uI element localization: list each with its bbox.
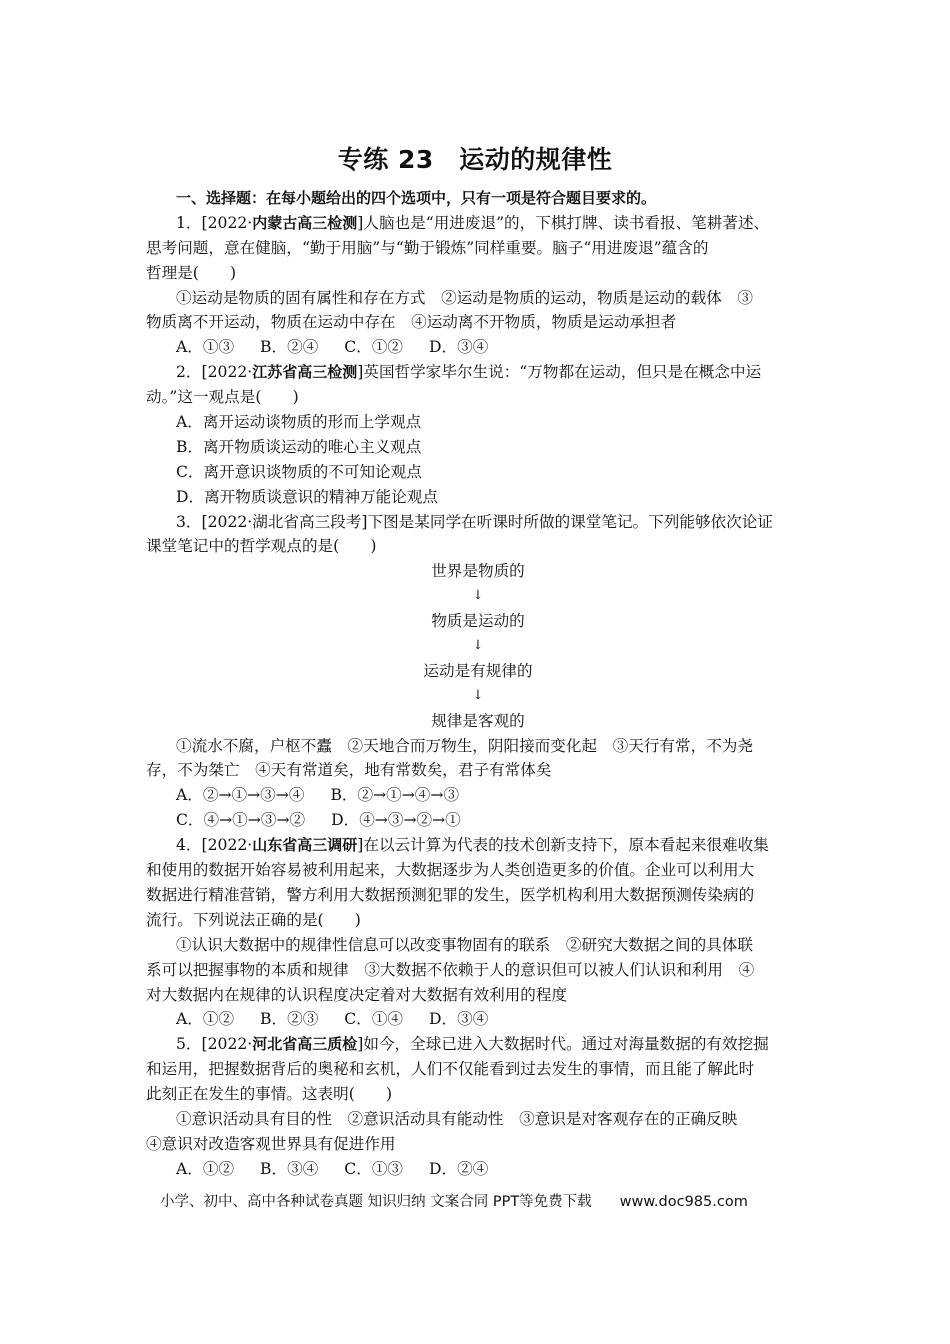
question-list: [146, 186, 810, 1182]
q4-line-3: 数据进行精准营销，警方利用大数据预测犯罪的发生，医学机构利用大数据预测传染病的: [146, 885, 755, 904]
q3-option-a[interactable]: A．②→①→③→④: [176, 786, 305, 805]
q5-option-d[interactable]: D．②④: [429, 1159, 489, 1178]
q2-option-d[interactable]: D．离开物质谈意识的精神万能论观点: [176, 487, 439, 506]
q1-source: 内蒙古高三检测: [252, 213, 358, 232]
q3-line-1: [146, 510, 810, 535]
q4-source: 山东省高三调研: [252, 836, 358, 855]
q2-source: 江苏省高三检测: [252, 363, 358, 382]
q4-number: 4．[2022·: [176, 836, 253, 855]
q4-line-1: [146, 833, 810, 858]
q2-text: ]英国哲学家毕尔生说：“万物都在运动，但只是在概念中运: [357, 363, 762, 382]
q2-number: 2．[2022·: [176, 363, 253, 382]
footer-text: 小学、初中、高中各种试卷真题 知识归纳 文案合同 PPT等免费下载: [160, 1194, 592, 1210]
q4-statements-3: 对大数据内在规律的认识程度决定着对大数据有效利用的程度: [146, 985, 568, 1004]
q2-option-b[interactable]: B．离开物质谈运动的唯心主义观点: [176, 437, 422, 456]
footer: [160, 1190, 860, 1211]
q5-line-3: 此刻正在发生的事情。这表明( ): [146, 1085, 393, 1104]
arrow-down-icon: ↓: [472, 638, 484, 654]
section-heading: 一、选择题：在每小题给出的四个选项中，只有一项是符合题目要求的。: [176, 189, 657, 207]
q3-statements-1: ①流水不腐，户枢不蠹 ②天地合而万物生，阴阳接而变化起 ③天行有常，不为尧: [176, 736, 753, 755]
arrow-down-icon: ↓: [472, 687, 484, 703]
q1-statements-2: 物质离不开运动，物质在运动中存在 ④运动离不开物质，物质是运动承担者: [146, 313, 677, 332]
q4-statements-1: ①认识大数据中的规律性信息可以改变事物固有的联系 ②研究大数据之间的具体联: [176, 935, 753, 954]
q2-option-c[interactable]: C．离开意识谈物质的不可知论观点: [176, 462, 422, 481]
q4-line-4: 流行。下列说法正确的是( ): [146, 910, 361, 929]
q5-statements-1: ①意识活动具有目的性 ②意识活动具有能动性 ③意识是对客观存在的正确反映: [176, 1109, 738, 1128]
flow-step-3: 运动是有规律的: [423, 661, 533, 680]
q5-source: 河北省高三质检: [252, 1035, 358, 1054]
footer-url-link[interactable]: www.doc985.com: [619, 1194, 748, 1210]
flow-step-4: 规律是客观的: [431, 711, 525, 730]
q2-line-2: 动。”这一观点是( ): [146, 388, 299, 407]
q3-options-row-1: [146, 783, 810, 808]
q3-statements-2: 存，不为桀亡 ④天有常道矣，地有常数矣，君子有常体矣: [146, 761, 552, 780]
q4-option-b[interactable]: B．②③: [260, 1010, 319, 1029]
flow-step-2: 物质是运动的: [431, 612, 525, 631]
q1-line-2: 思考问题，意在健脑，“勤于用脑”与“勤于锻炼”同样重要。脑子“用进废退”蕴含的: [146, 238, 709, 257]
q5-text: ]如今，全球已进入大数据时代。通过对海量数据的有效挖掘: [357, 1035, 769, 1054]
q3-option-c[interactable]: C．④→①→③→②: [176, 811, 306, 830]
q1-line-1: [146, 211, 810, 236]
q3-option-d[interactable]: D．④→③→②→①: [331, 811, 461, 830]
q2-option-a[interactable]: A．离开运动谈物质的形而上学观点: [176, 413, 422, 432]
q1-number: 1．[2022·: [176, 213, 253, 232]
q5-statements-2: ④意识对改造客观世界具有促进作用: [146, 1134, 396, 1153]
q5-line-2: 和运用，把握数据背后的奥秘和玄机，人们不仅能看到过去发生的事情，而且能了解此时: [146, 1060, 755, 1079]
q5-number: 5．[2022·: [176, 1035, 253, 1054]
q3-number: 3．[2022·湖北省高三段考]: [176, 512, 368, 531]
q1-option-a[interactable]: A．①③: [176, 338, 235, 357]
q3-option-b[interactable]: B．②→①→④→③: [330, 786, 460, 805]
q1-text: ]人脑也是“用进废退”的，下棋打牌、读书看报、笔耕著述、: [357, 213, 770, 232]
q2-line-1: [146, 360, 810, 385]
q3-text: 下图是某同学在听课时所做的课堂笔记。下列能够依次论证: [367, 512, 773, 531]
q1-options: [146, 335, 810, 360]
q5-option-b[interactable]: B．③④: [260, 1159, 319, 1178]
q1-option-c[interactable]: C．①②: [344, 338, 404, 357]
q5-option-a[interactable]: A．①②: [176, 1159, 235, 1178]
q4-option-d[interactable]: D．③④: [429, 1010, 489, 1029]
q5-option-c[interactable]: C．①③: [344, 1159, 404, 1178]
q3-line-2: 课堂笔记中的哲学观点的是( ): [146, 537, 377, 556]
q4-options: [146, 1007, 810, 1032]
flow-step-1: 世界是物质的: [431, 562, 525, 581]
q4-line-2: 和使用的数据开始容易被利用起来，大数据逐步为人类创造更多的价值。企业可以利用大: [146, 861, 755, 880]
q5-line-1: [146, 1032, 810, 1057]
q4-option-a[interactable]: A．①②: [176, 1010, 235, 1029]
q3-options-row-2: [146, 808, 810, 833]
q1-option-b[interactable]: B．②④: [260, 338, 319, 357]
q4-option-c[interactable]: C．①④: [344, 1010, 404, 1029]
q4-statements-2: 系可以把握事物的本质和规律 ③大数据不依赖于人的意识但可以被人们认识和利用 ④: [146, 960, 755, 979]
q5-options: [146, 1157, 810, 1182]
arrow-down-icon: ↓: [472, 588, 484, 604]
q4-text: ]在以云计算为代表的技术创新支持下，原本看起来很难收集: [357, 836, 769, 855]
page-title: 专练 23 运动的规律性: [337, 145, 613, 174]
q1-option-d[interactable]: D．③④: [429, 338, 489, 357]
q1-statements-1: ①运动是物质的固有属性和存在方式 ②运动是物质的运动，物质是运动的载体 ③: [176, 288, 753, 307]
q1-line-3: 哲理是( ): [146, 263, 237, 282]
